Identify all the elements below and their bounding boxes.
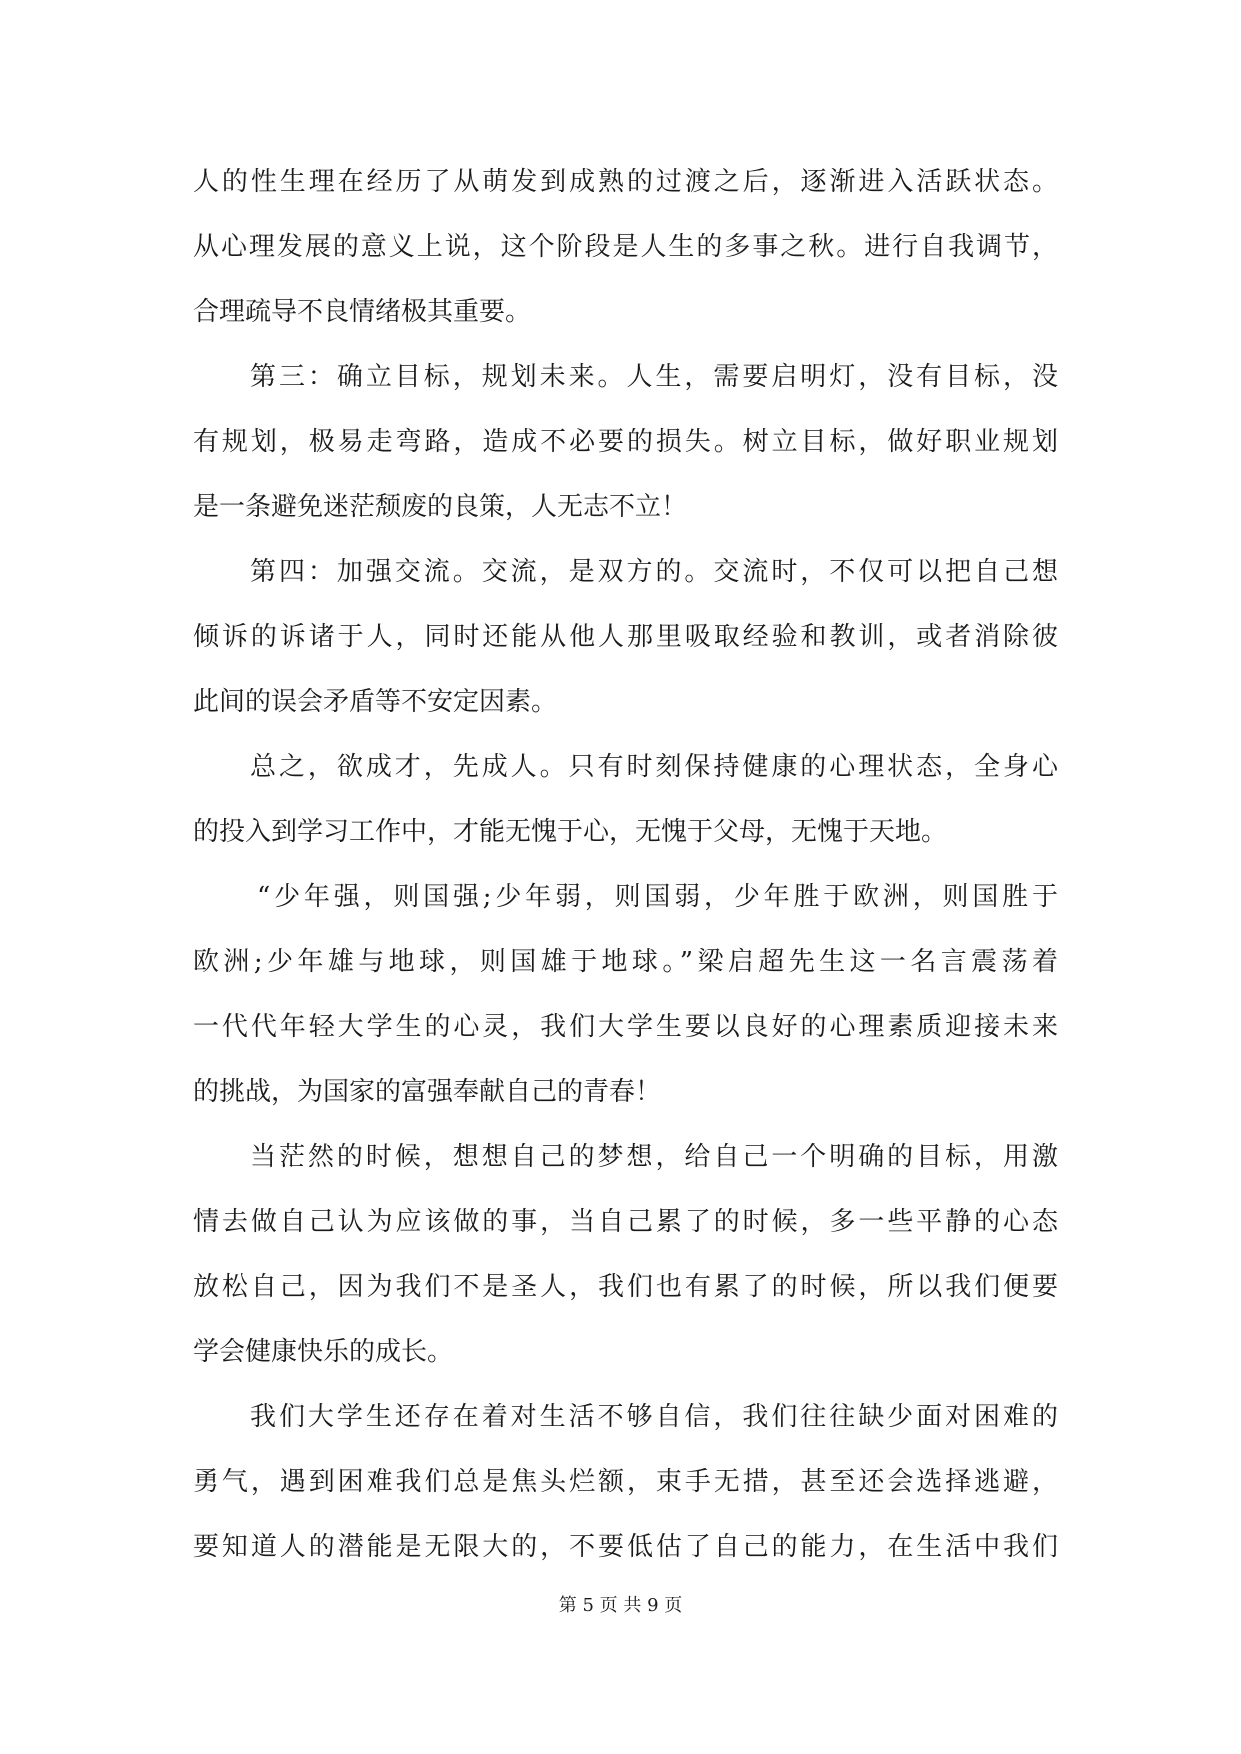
- text-line: 欧洲;少年雄与地球，则国雄于地球。”梁启超先生这一名言震荡着: [193, 947, 1058, 977]
- text-line: 倾诉的诉诸于人，同时还能从他人那里吸取经验和教训，或者消除彼: [193, 622, 1058, 652]
- text-line: 情去做自己认为应该做的事，当自己累了的时候，多一些平静的心态: [193, 1207, 1058, 1237]
- text-line: 我们大学生还存在着对生活不够自信，我们往往缺少面对困难的: [250, 1402, 1058, 1432]
- text-line: 从心理发展的意义上说，这个阶段是人生的多事之秋。进行自我调节，: [193, 232, 1058, 262]
- text-line: 总之，欲成才，先成人。只有时刻保持健康的心理状态，全身心: [250, 752, 1058, 782]
- text-line: 一代代年轻大学生的心灵，我们大学生要以良好的心理素质迎接未来: [193, 1012, 1058, 1042]
- body-text: [193, 150, 1058, 1580]
- text-line: 当茫然的时候，想想自己的梦想，给自己一个明确的目标，用激: [250, 1142, 1058, 1172]
- text-line: 学会健康快乐的成长。: [193, 1337, 454, 1367]
- text-line: 第三：确立目标，规划未来。人生，需要启明灯，没有目标，没: [250, 362, 1058, 392]
- text-line: “少年强，则国强;少年弱，则国弱，少年胜于欧洲，则国胜于: [257, 882, 1058, 912]
- text-line: 合理疏导不良情绪极其重要。: [193, 297, 532, 327]
- page-footer: [0, 1594, 1241, 1618]
- text-line: 有规划，极易走弯路，造成不必要的损失。树立目标，做好职业规划: [193, 427, 1058, 457]
- text-line: 的投入到学习工作中，才能无愧于心，无愧于父母，无愧于天地。: [193, 817, 948, 847]
- text-line: 此间的误会矛盾等不安定因素。: [193, 687, 558, 717]
- page-number-label: 第 5 页 共 9 页: [558, 1595, 683, 1616]
- text-line: 第四：加强交流。交流，是双方的。交流时，不仅可以把自己想: [250, 557, 1058, 587]
- text-line: 放松自己，因为我们不是圣人，我们也有累了的时候，所以我们便要: [193, 1272, 1058, 1302]
- text-line: 人的性生理在经历了从萌发到成熟的过渡之后，逐渐进入活跃状态。: [193, 167, 1058, 197]
- text-line: 要知道人的潜能是无限大的，不要低估了自己的能力，在生活中我们: [193, 1532, 1058, 1562]
- text-line: 是一条避免迷茫颓废的良策，人无志不立！: [193, 492, 688, 522]
- text-line: 勇气，遇到困难我们总是焦头烂额，束手无措，甚至还会选择逃避，: [193, 1467, 1058, 1497]
- text-line: 的挑战，为国家的富强奉献自己的青春！: [193, 1077, 662, 1107]
